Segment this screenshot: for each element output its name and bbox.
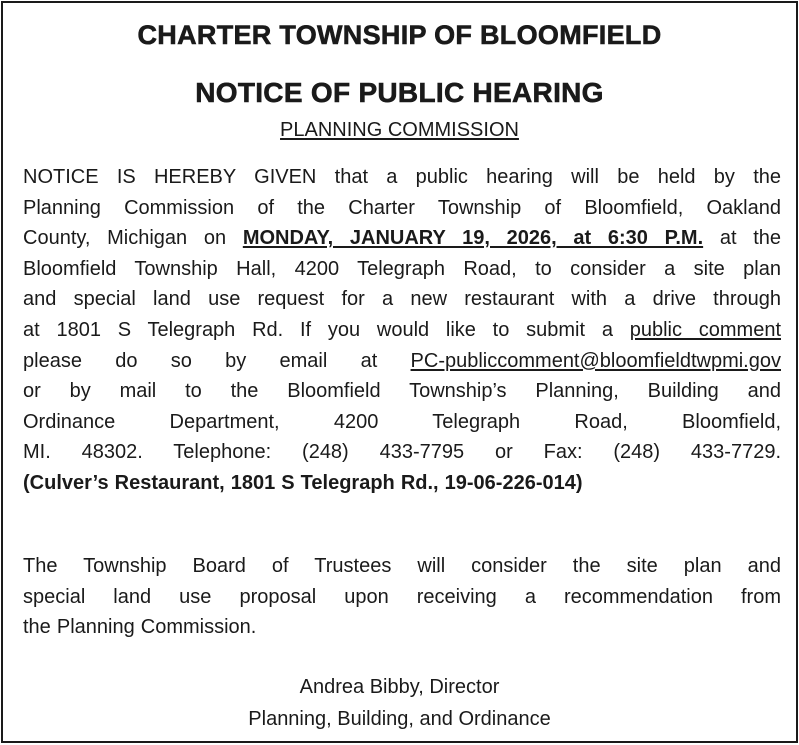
- commission-subtitle-text: PLANNING COMMISSION: [280, 119, 519, 141]
- hearing-date: MONDAY, JANUARY 19, 2026, at 6:30 P.M.: [242, 227, 704, 250]
- paragraph-line-prefix: County, Michigan on: [23, 227, 227, 250]
- paragraph-line-prefix: at 1801 S Telegraph Rd. If you would like to submit a: [23, 318, 613, 341]
- public-comment-link[interactable]: public comment: [629, 318, 781, 341]
- paragraph-line: Bloomfield Township Hall, 4200 Telegraph Road, to consider a site plan: [23, 257, 781, 280]
- paragraph-line: the Planning Commission.: [23, 616, 257, 639]
- paragraph-line: NOTICE IS HEREBY GIVEN that a public hearing will be held by the: [23, 166, 781, 188]
- notice-title: NOTICE OF PUBLIC HEARING: [195, 77, 604, 108]
- paragraph-line-public-comment: [23, 315, 781, 346]
- township-title: CHARTER TOWNSHIP OF BLOOMFIELD: [137, 20, 662, 50]
- paragraph-line: and special land use request for a new restaurant with a drive through: [23, 288, 781, 311]
- commission-subtitle: [3, 118, 796, 142]
- case-reference: (Culver’s Restaurant, 1801 S Telegraph Rd., 19-06-226-014): [23, 471, 583, 494]
- signatory-department: Planning, Building, and Ordinance: [248, 708, 551, 730]
- paragraph-line-prefix: please do so by email at: [23, 349, 378, 372]
- paragraph-line-email: [23, 346, 781, 377]
- hearing-paragraph: [23, 162, 781, 499]
- email-link[interactable]: PC-publiccomment@bloomfieldtwpmi.gov: [410, 349, 781, 372]
- paragraph-line: Ordinance Department, 4200 Telegraph Road, Bloomfield,: [23, 410, 781, 433]
- paragraph-line: Planning Commission of the Charter Township of Bloomfield, Oakland: [23, 196, 781, 219]
- paragraph-line: special land use proposal upon receiving a recommendation from: [23, 585, 781, 608]
- paragraph-line: The Township Board of Trustees will consider the site plan and: [23, 555, 781, 577]
- paragraph-line-hearing-date: [23, 223, 781, 254]
- public-notice: [1, 1, 798, 743]
- board-paragraph: [23, 551, 781, 643]
- signatory-name: Andrea Bibby, Director: [299, 676, 500, 698]
- paragraph-line: MI. 48302. Telephone: (248) 433-7795 or Fax: (248) 433-7729.: [23, 441, 781, 464]
- paragraph-line-suffix: at the: [719, 227, 781, 250]
- paragraph-line: or by mail to the Bloomfield Township’s Planning, Building and: [23, 380, 781, 403]
